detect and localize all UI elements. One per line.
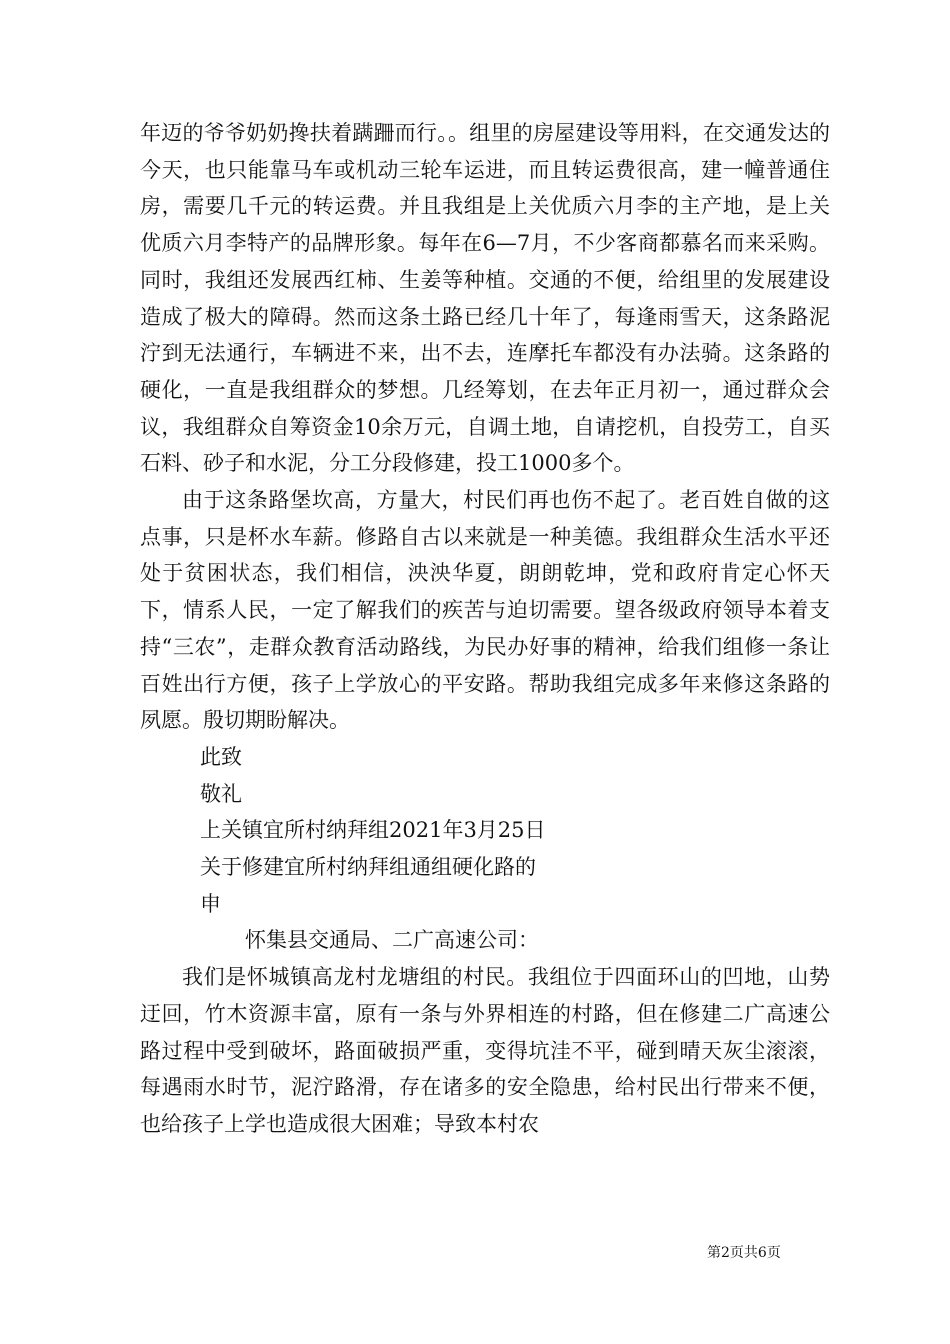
page-number: 第2页共6页 [707, 1245, 781, 1261]
paragraph-continued: 年迈的爷爷奶奶搀扶着蹒跚而行。。组里的房屋建设等用料，在交通发达的今天，也只能靠马车或机动三轮车运进，而且转运费很高，建一幢普通住房，需要几千元的转运费。并且我组是上关优质六月李的主产地，是上关优质六月李特产的品牌形象。每年在6—7月，不少客商都慕名而来采购。同时，我组还发展西红柿、生姜等种植。交通的不便，给组里的发展建设造成了极大的障碍。然而这条土路已经几十年了，每逢雨雪天，这条路泥泞到无法通行，车辆进不来，出不去，连摩托车都没有办法骑。这条路的硬化，一直是我组群众的梦想。几经筹划，在去年正月初一，通过群众会议，我组群众自筹资金10余万元，自调土地，自请挖机，自投劳工，自买石料、砂子和水泥，分工分段修建，投工1000多个。 [140, 121, 830, 476]
closing-salutation: 此致 [200, 744, 242, 769]
addressee: 怀集县交通局、二广高速公司： [245, 928, 539, 953]
signature-date: 上关镇宜所村纳拜组2021年3月25日 [200, 818, 546, 843]
next-document-title-cont: 申 [200, 891, 221, 916]
paragraph-intro: 我们是怀城镇高龙村龙塘组的村民。我组位于四面环山的凹地，山势迂回，竹木资源丰富，原有一条与外界相连的村路，但在修建二广高速公路过程中受到破坏，路面破损严重，变得坑洼不平，碰到晴天灰尘滚滚，每遇雨水时节，泥泞路滑，存在诸多的安全隐患，给村民出行带来不便，也给孩子上学也造成很大困难；导致本村农 [140, 965, 830, 1136]
document-body [140, 115, 830, 1143]
next-document-title: 关于修建宜所村纳拜组通组硬化路的 [200, 855, 536, 880]
closing-regards: 敬礼 [200, 781, 242, 806]
paragraph-appeal: 由于这条路堡坎高，方量大，村民们再也伤不起了。老百姓自做的这点事，只是杯水车薪。修路自古以来就是一种美德。我组群众生活水平还处于贫困状态，我们相信，泱泱华夏，朗朗乾坤，党和政府肯定心怀天下，情系人民，一定了解我们的疾苦与迫切需要。望各级政府领导本着支持“三农”，走群众教育活动路线，为民办好事的精神，给我们组修一条让百姓出行方便，孩子上学放心的平安路。帮助我组完成多年来修这条路的夙愿。殷切期盼解决。 [140, 488, 830, 733]
